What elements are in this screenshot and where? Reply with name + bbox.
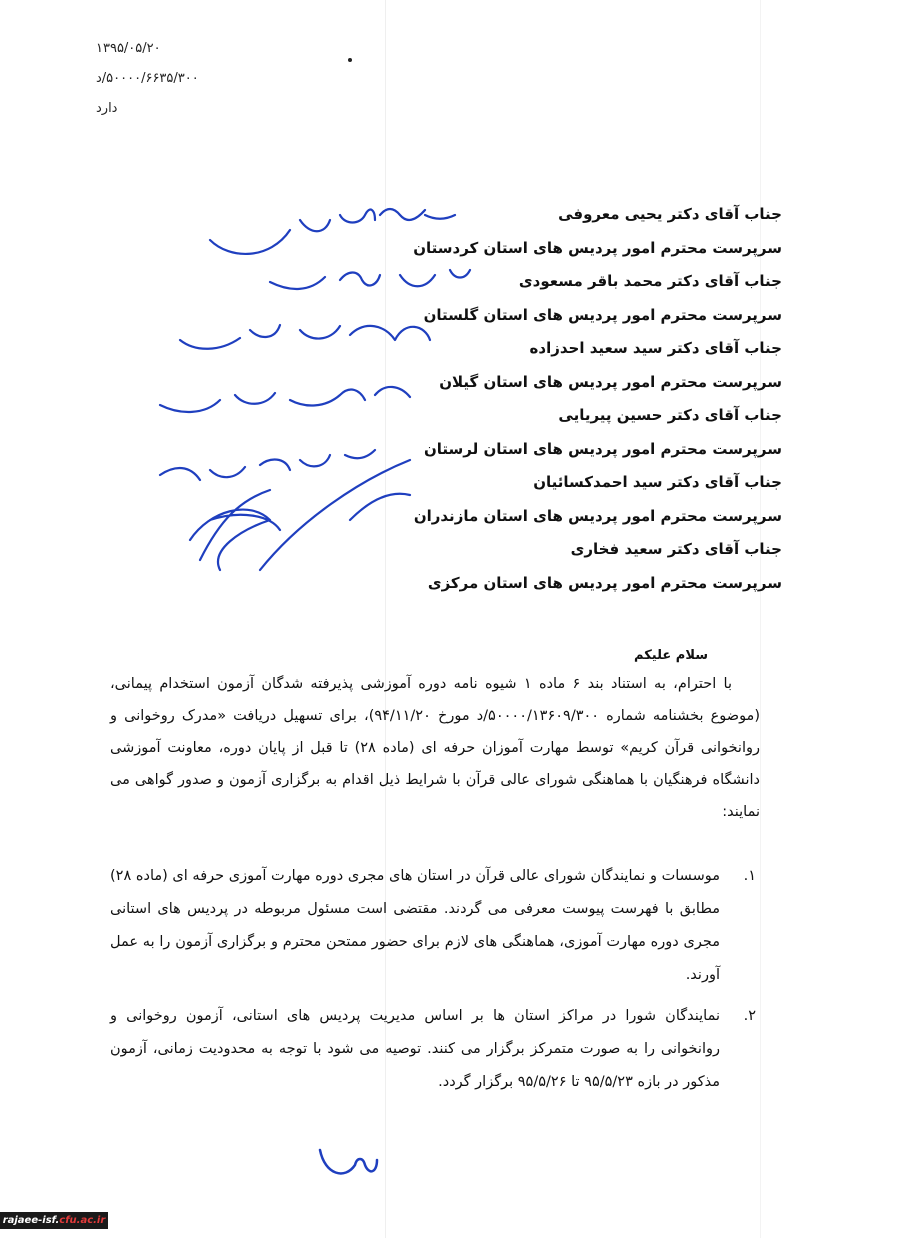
conditions-list [110,860,756,1107]
scan-speck [348,58,352,62]
handwritten-note [150,190,490,590]
addressee-line: سرپرست محترم امور پردیس های استان گیلان [439,372,782,391]
greeting: سلام علیکم [634,648,708,663]
letter-number: ۵۰۰۰۰/۶۶۳۵/۳۰۰/د [96,71,199,86]
letter-meta [96,34,236,124]
list-item [110,1000,756,1099]
addressee-line: جناب آقای دکتر حسین پیریایی [558,406,782,424]
handwritten-page-number [310,1135,380,1195]
list-item-number: ۲. [743,1008,756,1024]
watermark-prefix: rajaee-isf. [2,1215,60,1226]
addressee-line: سرپرست محترم امور پردیس های استان لرستان [423,439,782,458]
handwritten-signature [150,190,490,590]
letter-attachment: دارد [96,101,118,116]
list-item-number: ۱. [743,868,756,884]
addressee-line: سرپرست محترم امور پردیس های استان مازندران [413,506,782,525]
addressee-line: جناب آقای دکتر محمد باقر مسعودی [518,272,782,290]
addressee-line: جناب آقای دکتر سید سعید احدزاده [529,339,782,357]
list-item-text: موسسات و نمایندگان شورای عالی قرآن در استان های مجری دوره مهارت آموزی حرفه ای (ماده ۲۸) مطابق با فهرست پیوست معرفی می گردند. مقتضی است مسئول مربوطه در پردیس های استانی مجری دوره مهارت آموزی، هماهنگی های لازم برای حضور ممتحن محترم و برگزاری آزمون را به عمل آورند. [110,868,720,983]
list-item-text: نمایندگان شورا در مراکز استان ها بر اساس مدیریت پردیس های استانی، آزمون روخوانی و روانخوانی را به صورت متمرکز برگزار می کنند. توصیه می شود با توجه به محدودیت زمانی، آزمون مذکور در بازه ۹۵/۵/۲۳ تا ۹۵/۵/۲۶ برگزار گردد. [110,1008,720,1090]
addressee-line: سرپرست محترم امور پردیس های استان مرکزی [427,573,782,592]
list-item [110,860,756,992]
source-watermark [0,1212,108,1229]
addressee-line: سرپرست محترم امور پردیس های استان گلستان [423,305,782,324]
handwritten-page-number-glyph [310,1135,380,1195]
addressee-line: جناب آقای دکتر سید احمدکسائیان [533,473,782,491]
addressee-line: جناب آقای دکتر سعید فخاری [570,540,782,558]
scan-fold-line [760,0,761,1238]
letter-date: ۱۳۹۵/۰۵/۲۰ [96,41,161,56]
watermark-suffix: cfu.ac.ir [59,1215,106,1226]
addressee-line: جناب آقای دکتر یحیی معروفی [558,205,782,223]
letter-body [110,668,760,828]
intro-paragraph: با احترام، به استناد بند ۶ ماده ۱ شیوه نامه دوره آموزشی پذیرفته شدگان آزمون استخدام پیمانی، (موضوع بخشنامه شماره ۵۰۰۰۰/۱۳۶۰۹/۳۰۰/د مورخ ۹۴/۱۱/۲۰)، برای تسهیل دریافت «مدرک روخوانی و روانخوانی قرآن کریم» توسط مهارت آموزان حرفه ای (ماده ۲۸) تا قبل از پایان دوره، معاونت آموزشی دانشگاه فرهنگیان با هماهنگی شورای عالی قرآن با شرایط ذیل اقدام به برگزاری آزمون و صدور گواهی می نمایند: [110,676,760,820]
addressee-line: سرپرست محترم امور پردیس های استان کردستان [413,238,782,257]
